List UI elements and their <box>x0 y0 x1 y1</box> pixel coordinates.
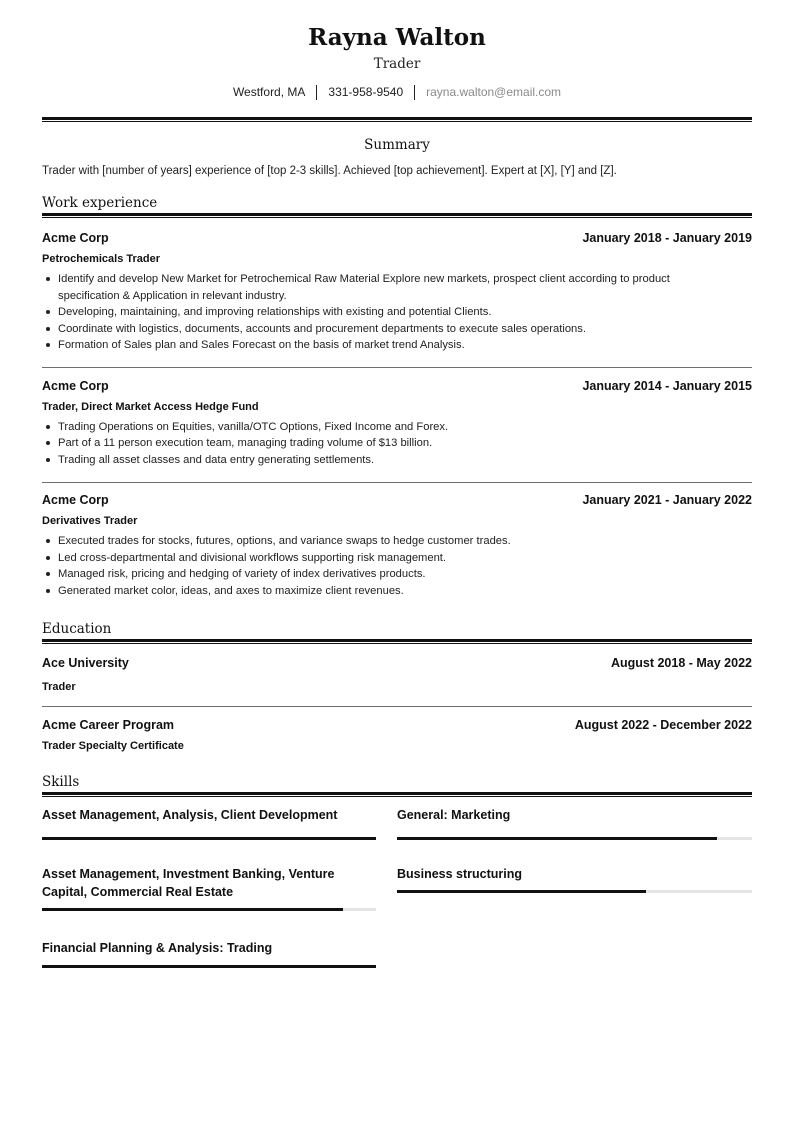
skill-level-bar <box>42 837 376 840</box>
job-entry <box>42 378 752 469</box>
skill-level-bar <box>42 965 376 968</box>
job-header <box>42 492 752 508</box>
job-header <box>42 230 752 246</box>
skill-level-fill <box>42 965 376 968</box>
skill-name: General: Marketing <box>397 808 511 822</box>
skill-name: Financial Planning & Analysis: Trading <box>42 941 273 955</box>
job-dates: January 2014 - January 2015 <box>582 378 752 393</box>
job-dates: January 2021 - January 2022 <box>582 493 752 507</box>
skill-item <box>42 865 376 911</box>
job-dates: January 2018 - January 2019 <box>582 231 752 245</box>
degree: Trader <box>42 681 76 693</box>
skill-name: Asset Management, Investment Banking, Venture Capital, Commercial Real Estate <box>42 867 335 899</box>
section-divider <box>42 792 752 797</box>
bullet-item: Trading all asset classes and data entry generating settlements. <box>42 452 752 469</box>
skill-level-bar <box>42 908 376 911</box>
education-entry <box>42 717 752 753</box>
job-bullets <box>42 271 752 354</box>
entry-divider <box>42 706 752 707</box>
resume-page <box>42 0 752 1128</box>
bullet-item: Led cross-departmental and divisional workflows supporting risk management. <box>42 550 752 567</box>
skills-heading: Skills <box>42 774 80 790</box>
degree: Trader Specialty Certificate <box>42 740 184 752</box>
skill-item <box>42 806 376 840</box>
summary-text: Trader with [number of years] experience of [top 2-3 skills]. Achieved [top achievement]. Expert at [X], [Y] and [Z]. <box>42 165 617 177</box>
contact-divider <box>316 85 317 100</box>
contact-divider <box>414 85 415 100</box>
bullet-item: Executed trades for stocks, futures, options, and variance swaps to hedge customer trades. <box>42 533 752 550</box>
entry-divider <box>42 482 752 483</box>
skill-level-bar <box>397 837 752 840</box>
education-dates: August 2018 - May 2022 <box>610 656 752 670</box>
skill-level-fill <box>397 890 646 893</box>
skill-name: Business structuring <box>397 867 523 881</box>
summary-heading: Summary <box>364 137 430 153</box>
skill-level-fill <box>42 908 343 911</box>
job-role: Petrochemicals Trader <box>42 253 161 265</box>
skill-level-fill <box>397 837 717 840</box>
location: Westford, MA <box>232 85 306 99</box>
section-divider <box>42 639 752 644</box>
bullet-item: Developing, maintaining, and improving relationships with existing and potential Clients. <box>42 304 752 321</box>
bullet-item: Part of a 11 person execution team, managing trading volume of $13 billion. <box>42 435 752 452</box>
phone: 331-958-9540 <box>328 85 404 99</box>
bullet-item: Managed risk, pricing and hedging of variety of index derivatives products. <box>42 566 752 583</box>
company-name: Acme Corp <box>42 493 109 507</box>
skill-name: Asset Management, Analysis, Client Development <box>42 808 338 822</box>
skills-grid <box>42 806 752 968</box>
candidate-name: Rayna Walton <box>308 24 486 51</box>
job-bullets <box>42 419 752 469</box>
job-entry <box>42 230 752 354</box>
skill-level-fill <box>42 837 376 840</box>
bullet-item: Trading Operations on Equities, vanilla/OTC Options, Fixed Income and Forex. <box>42 419 752 436</box>
skill-level-bar <box>397 890 752 893</box>
entry-divider <box>42 367 752 368</box>
bullet-item: Coordinate with logistics, documents, accounts and procurement departments to execute sales operations. <box>42 321 752 338</box>
job-entry <box>42 492 752 599</box>
job-role: Derivatives Trader <box>42 515 138 527</box>
education-entry <box>42 655 752 694</box>
education-dates: August 2022 - December 2022 <box>574 718 752 732</box>
contact-line <box>42 84 752 100</box>
bullet-item-continued: specification & Application in relevant industry. <box>58 289 287 302</box>
company-name: Acme Corp <box>42 231 109 245</box>
job-header <box>42 378 752 394</box>
job-role: Trader, Direct Market Access Hedge Fund <box>42 400 259 413</box>
skill-item <box>397 806 752 840</box>
work-experience-heading: Work experience <box>42 195 158 211</box>
bullet-item: Generated market color, ideas, and axes to maximize client revenues. <box>42 583 752 600</box>
header-divider <box>42 117 752 122</box>
resume-header <box>42 0 752 100</box>
job-bullets <box>42 533 752 599</box>
school-name: Acme Career Program <box>42 718 175 732</box>
candidate-title: Trader <box>373 56 421 72</box>
skill-item <box>397 865 752 911</box>
email-link[interactable]: rayna.walton@email.com <box>426 85 562 99</box>
bullet-item: Formation of Sales plan and Sales Forecast on the basis of market trend Analysis. <box>42 337 752 354</box>
skill-item <box>42 939 376 968</box>
education-header <box>42 655 752 671</box>
education-heading: Education <box>42 621 112 637</box>
company-name: Acme Corp <box>42 378 109 393</box>
section-divider <box>42 213 752 218</box>
bullet-item: Identify and develop New Market for Petrochemical Raw Material Explore new markets, prospect client according to product <box>42 271 752 288</box>
school-name: Ace University <box>42 656 129 670</box>
education-header <box>42 717 752 733</box>
